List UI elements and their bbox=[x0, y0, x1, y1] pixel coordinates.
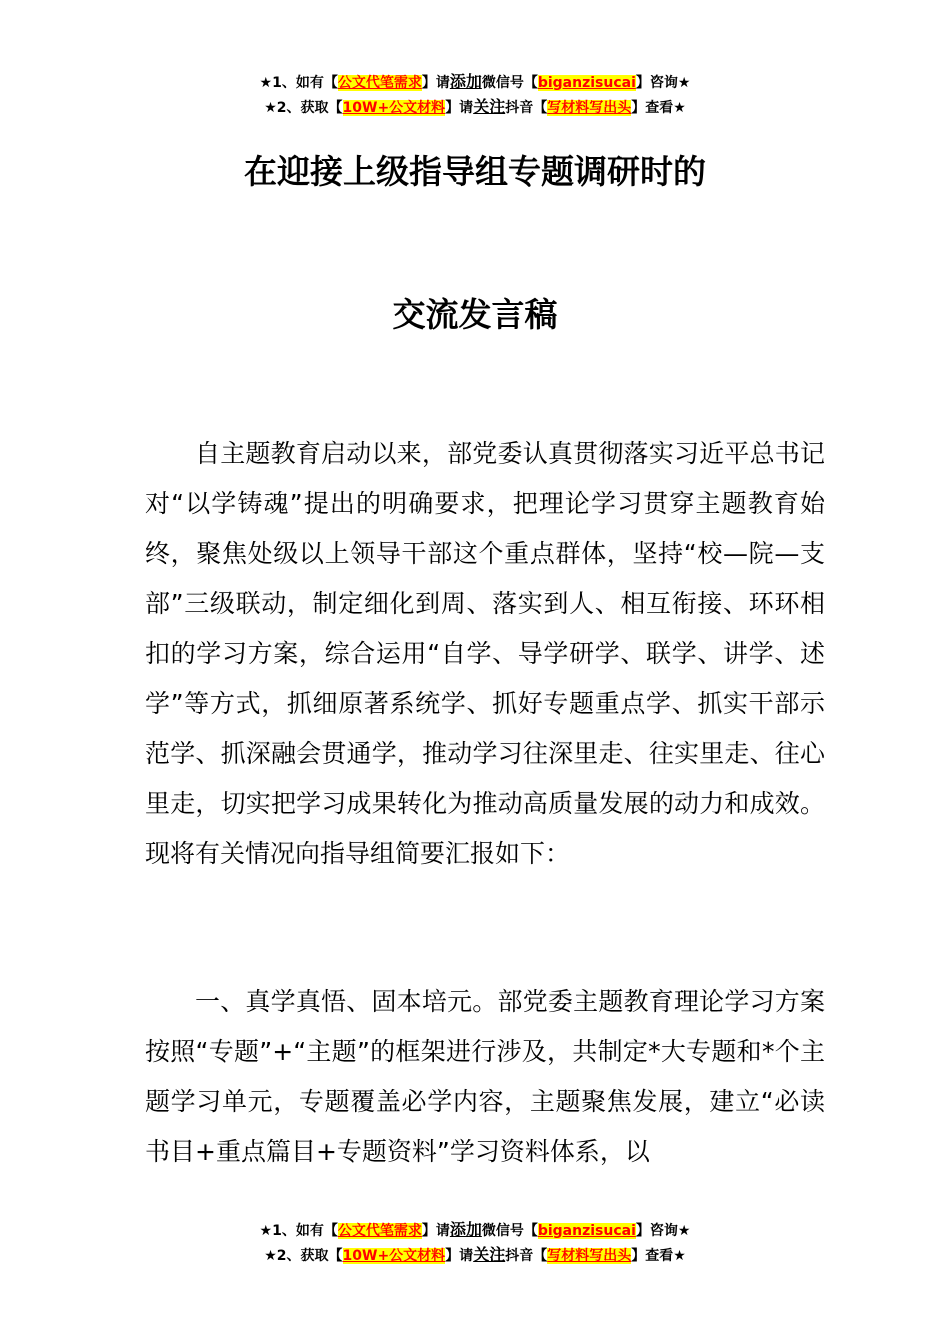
promo-highlight-douyin-account: 写材料写出头 bbox=[547, 1248, 632, 1264]
promo-text: 微信号【 bbox=[481, 1223, 538, 1239]
promo-text: ★1、如有【 bbox=[259, 75, 338, 91]
promo-text: 】请 bbox=[445, 100, 474, 116]
footer-promo-banner bbox=[0, 1218, 950, 1268]
body-paragraph-intro: 自主题教育启动以来，部党委认真贯彻落实习近平总书记对“以学铸魂”提出的明确要求，把理论学习贯穿主题教育始终，聚焦处级以上领导干部这个重点群体，坚持“校—院—支部”三级联动，制定细化到周、落实到人、相互衔接、环环相扣的学习方案，综合运用“自学、导学研学、联学、讲学、述学”等方式，抓细原著系统学、抓好专题重点学、抓实干部示范学、抓深融会贯通学，推动学习往深里走、往实里走、往心里走，切实把学习成果转化为推动高质量发展的动力和成效。现将有关情况向指导组简要汇报如下： bbox=[145, 439, 825, 868]
promo-highlight-wechat-id: biganzisucai bbox=[537, 1223, 636, 1239]
promo-line-2 bbox=[0, 1243, 950, 1268]
promo-line-1 bbox=[0, 70, 950, 95]
header-promo-banner bbox=[0, 70, 950, 120]
document-title-line-2: 交流发言稿 bbox=[392, 295, 558, 334]
promo-text: 】咨询★ bbox=[635, 1223, 691, 1239]
promo-text: 】请 bbox=[421, 75, 450, 91]
promo-text: 】咨询★ bbox=[635, 75, 691, 91]
promo-text: 】请 bbox=[445, 1248, 474, 1264]
promo-emphasis: 关注 bbox=[473, 1245, 506, 1264]
body-paragraph-section-1: 一、真学真悟、固本培元。部党委主题教育理论学习方案按照“专题”+“主题”的框架进行涉及，共制定*大专题和*个主题学习单元，专题覆盖必学内容，主题聚焦发展，建立“必读书目+重点篇目+专题资料”学习资料体系，以 bbox=[145, 987, 825, 1166]
promo-text: 微信号【 bbox=[481, 75, 538, 91]
promo-text: 】请 bbox=[421, 1223, 450, 1239]
promo-text: 抖音【 bbox=[505, 1248, 548, 1264]
promo-highlight-douyin-account: 写材料写出头 bbox=[547, 100, 632, 116]
promo-highlight-wechat-id: biganzisucai bbox=[537, 75, 636, 91]
promo-text: 抖音【 bbox=[505, 100, 548, 116]
promo-highlight-materials: 10W+公文材料 bbox=[342, 1248, 446, 1264]
promo-text: ★2、获取【 bbox=[264, 1248, 343, 1264]
document-title-line-1: 在迎接上级指导组专题调研时的 bbox=[244, 152, 706, 191]
promo-highlight-service: 公文代笔需求 bbox=[337, 1223, 422, 1239]
promo-emphasis: 添加 bbox=[449, 72, 482, 91]
promo-text: ★1、如有【 bbox=[259, 1223, 338, 1239]
promo-emphasis: 添加 bbox=[449, 1220, 482, 1239]
promo-line-1 bbox=[0, 1218, 950, 1243]
promo-highlight-materials: 10W+公文材料 bbox=[342, 100, 446, 116]
promo-text: 】查看★ bbox=[631, 100, 686, 116]
promo-text: ★2、获取【 bbox=[264, 100, 343, 116]
promo-emphasis: 关注 bbox=[473, 97, 506, 116]
promo-highlight-service: 公文代笔需求 bbox=[337, 75, 422, 91]
promo-text: 】查看★ bbox=[631, 1248, 686, 1264]
promo-line-2 bbox=[0, 95, 950, 120]
